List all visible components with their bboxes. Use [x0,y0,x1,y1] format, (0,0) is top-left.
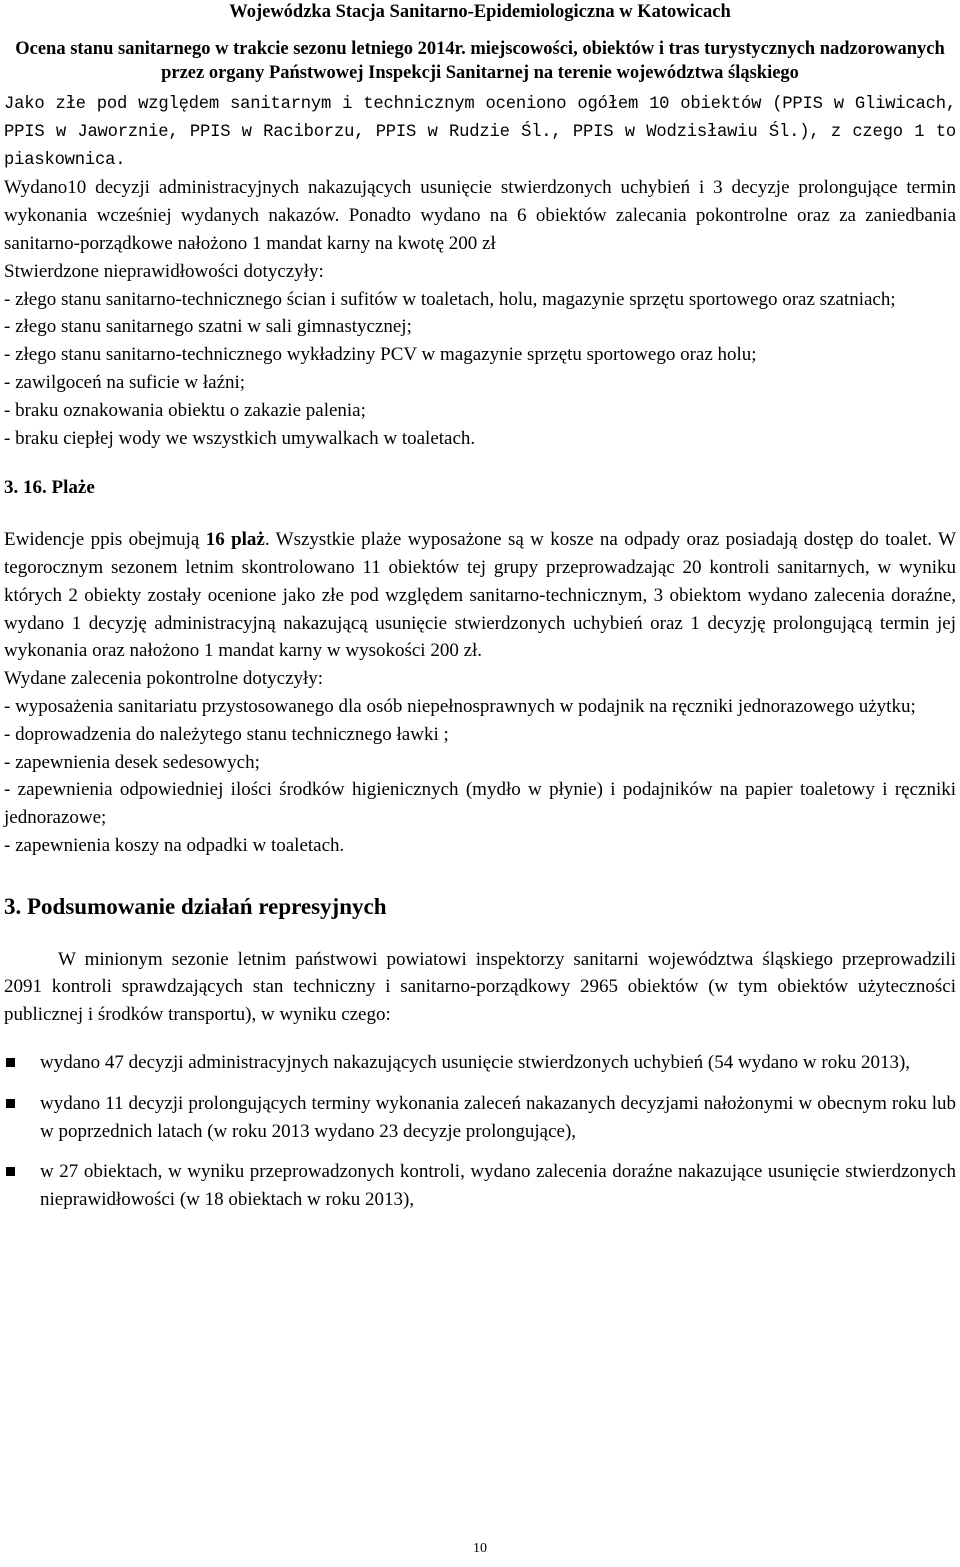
recommendation-item: - zapewnienia odpowiedniej ilości środków higienicznych (mydło w płynie) i podajników na papier toaletowy i ręczniki jednorazowe; [4,779,956,829]
finding-item: - braku oznakowania obiektu o zakazie palenia; [4,399,366,421]
section-summary [4,893,956,1214]
finding-item: - zawilgoceń na suficie w łaźni; [4,371,246,393]
finding-item: - złego stanu sanitarno-technicznego ścian i sufitów w toaletach, holu, magazynie sprzętu sportowego oraz szatniach; [4,288,896,310]
summary-bullet [4,1049,956,1077]
summary-bullet-text: w 27 obiektach, w wyniku przeprowadzonych kontroli, wydano zalecenia doraźne nakazujące usunięcie stwierdzonych nieprawidłowości (w 18 obiektach w roku 2013), [40,1161,956,1211]
beaches-text-a: Ewidencje ppis obejmują [4,529,206,551]
page-number: 10 [473,1541,487,1556]
finding-item: - złego stanu sanitarno-technicznego wykładziny PCV w magazynie sprzętu sportowego oraz holu; [4,344,757,366]
document-header-title: Ocena stanu sanitarnego w trakcie sezonu letniego 2014r. miejscowości, obiektów i tras turystycznych nadzorowanych przez organy Państwowej Inspekcji Sanitarnej na terenie województwa śląskiego [15,39,945,83]
recommendations-intro: Wydane zalecenia pokontrolne dotyczyły: [4,668,324,690]
beaches-count: 16 plaż [205,529,265,551]
summary-bullet-text: wydano 11 decyzji prolongujących terminy wykonania zaleceń nakazanych decyzjami nałożonymi w obecnym roku lub w poprzednich latach (w roku 2013 wydano 23 decyzje prolongujące), [40,1092,956,1142]
beaches-paragraph [4,526,956,665]
playgrounds-paragraph-1: Jako złe pod względem sanitarnym i technicznym oceniono ogółem 10 obiektów (PPIS w Gliwicach, PPIS w Jaworznie, PPIS w Raciborzu, PPIS w Rudzie Śl., PPIS w Wodzisławiu Śl.), z czego 1 to piaskownica. [4,95,956,170]
finding-item: - złego stanu sanitarnego szatni w sali gimnastycznej; [4,316,412,338]
document-header-institution: Wojewódzka Stacja Sanitarno-Epidemiologiczna w Katowicach [229,2,731,22]
square-bullet-icon [6,1167,15,1176]
summary-intro: W minionym sezonie letnim państwowi powiatowi inspektorzy sanitarni województwa śląskiego przeprowadzili 2091 kontroli sprawdzających stan techniczny i sanitarno-porządkowy 2965 obiektów (w tym obiektów użyteczności publicznej i środków transportu), w wyniku czego: [4,948,956,1026]
summary-bullet-list [4,1049,956,1214]
finding-item: - braku ciepłej wody we wszystkich umywalkach w toaletach. [4,427,476,449]
section-playgrounds [4,91,956,452]
summary-bullet [4,1158,956,1214]
recommendation-item: - doprowadzenia do należytego stanu technicznego ławki ; [4,723,449,745]
findings-intro: Stwierdzone nieprawidłowości dotyczyły: [4,260,324,282]
summary-heading: 3. Podsumowanie działań represyjnych [4,893,387,919]
summary-bullet-text: wydano 47 decyzji administracyjnych nakazujących usunięcie stwierdzonych uchybień (54 wydano w roku 2013), [40,1051,911,1073]
square-bullet-icon [6,1058,15,1067]
summary-bullet [4,1090,956,1146]
section-beaches [4,474,956,859]
recommendation-item: - zapewnienia koszy na odpadki w toaletach. [4,834,345,856]
beaches-text-b: . Wszystkie plaże wyposażone są w kosze na odpady oraz posiadają dostęp do toalet. W tegorocznym sezonem letnim skontrolowano 11 obiektów tej grupy przeprowadzając 20 kontroli sanitarnych, w wyniku których 2 obiekty zostały ocenione jako złe pod względem sanitarno-technicznym, 3 obiektom wydano zalecenia doraźne, wydano 1 decyzję administracyjną nakazującą usunięcie stwierdzonych uchybień oraz 1 decyzję prolongującą termin jej wykonania oraz nałożono 1 mandat karny w wysokości 200 zł. [4,529,957,662]
recommendation-item: - zapewnienia desek sedesowych; [4,751,260,773]
recommendation-item: - wyposażenia sanitariatu przystosowanego dla osób niepełnosprawnych w podajnik na ręczniki jednorazowego użytku; [4,695,916,717]
playgrounds-paragraph-2: Wydano10 decyzji administracyjnych nakazujących usunięcie stwierdzonych uchybień i 3 decyzje prolongujące termin wykonania wcześniej wydanych nakazów. Ponadto wydano na 6 obiektów zalecania pokontrolne oraz za zaniedbania sanitarno-porządkowe nałożono 1 mandat karny na kwotę 200 zł [4,177,956,254]
beaches-heading: 3. 16. Plaże [4,477,95,499]
square-bullet-icon [6,1099,15,1108]
